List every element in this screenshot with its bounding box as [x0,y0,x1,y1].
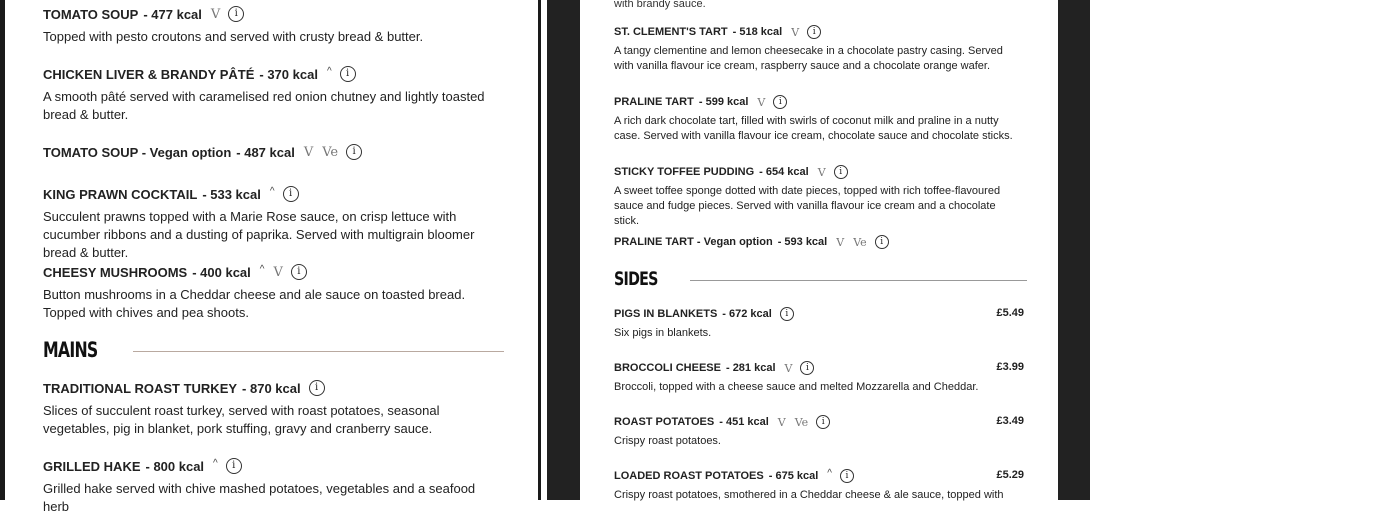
vegetarian-icon: V [791,25,800,39]
allergen-caret-icon: ^ [269,185,275,197]
item-title [43,264,538,280]
item-kcal: - 370 kcal [259,66,318,82]
info-icon[interactable]: i [346,144,362,160]
item-name: TRADITIONAL ROAST TURKEY [43,380,238,396]
menu-item [614,469,1058,503]
menu-item [43,144,538,160]
vegetarian-icon: V [303,144,314,160]
item-description: Button mushrooms in a Cheddar cheese and ale sauce on toasted bread. Topped with chives and pea shoots. [43,287,466,320]
section-heading-sides: SIDES [614,268,658,290]
info-icon[interactable]: i [228,6,244,22]
item-title [614,307,1058,321]
vegetarian-icon: V [273,264,283,280]
menu-item [614,307,1058,341]
item-description: Grilled hake served with chive mashed potatoes, vegetables and a seafood herb [43,481,476,514]
item-name: KING PRAWN COCKTAIL [43,186,198,202]
item-name: PRALINE TART [614,96,694,108]
item-name: CHEESY MUSHROOMS [43,264,188,280]
item-kcal: - 593 kcal [777,236,828,248]
menu-page-left [5,0,538,514]
item-kcal: - 675 kcal [768,470,819,482]
info-icon[interactable]: i [875,235,889,249]
divider [538,0,541,500]
item-name: PRALINE TART - Vegan option [614,236,773,248]
item-name: GRILLED HAKE [43,458,141,474]
item-title [614,95,1058,109]
item-name: LOADED ROAST POTATOES [614,470,764,482]
item-description: Slices of succulent roast turkey, served with roast potatoes, seasonal vegetables, pig in blanket, pork stuffing, gravy and cranberry sauce. [43,403,440,436]
menu-item [614,95,1058,144]
item-description: Broccoli, topped with a cheese sauce and melted Mozzarella and Cheddar. [614,381,979,393]
vegetarian-icon: V [777,415,786,429]
item-kcal: - 654 kcal [759,166,809,178]
item-title [614,415,1058,429]
item-name: TOMATO SOUP - Vegan option [43,144,232,160]
item-description: A tangy clementine and lemon cheesecake in a chocolate pastry casing. Served with vanilla flavour ice cream, raspberry sauce and a chocolate orange wafer. [614,45,1003,72]
info-icon[interactable]: i [800,361,814,375]
vegetarian-icon: V [817,165,826,179]
item-name: ROAST POTATOES [614,416,715,428]
right-border-left [547,0,580,500]
item-kcal: - 672 kcal [722,308,772,320]
item-kcal: - 800 kcal [145,458,205,474]
info-icon[interactable]: i [807,25,821,39]
item-title [43,66,538,82]
menu-item [614,361,1058,395]
section-rule [690,280,1027,281]
item-description: Crispy roast potatoes. [614,435,721,447]
partial-description: with brandy sauce. [614,0,706,10]
info-icon[interactable]: i [291,264,307,280]
item-name: PIGS IN BLANKETS [614,308,718,320]
item-price: £5.49 [996,307,1024,319]
section-heading-mains: MAINS [43,338,98,362]
item-title [614,25,1058,39]
info-icon[interactable]: i [773,95,787,109]
item-name: ST. CLEMENT'S TART [614,26,728,38]
item-description: A sweet toffee sponge dotted with date pieces, topped with rich toffee-flavoured sauce and fudge pieces. Served with vanilla flavour ice cream and a chocolate stick. [614,185,1001,227]
vegetarian-icon: V [210,6,221,22]
info-icon[interactable]: i [834,165,848,179]
item-title [614,235,1058,249]
item-kcal: - 518 kcal [732,26,783,38]
allergen-caret-icon: ^ [213,457,218,469]
vegan-icon: Ve [322,144,339,160]
item-title [614,165,1058,179]
item-kcal: - 533 kcal [202,186,261,202]
vegetarian-icon: V [757,95,766,109]
info-icon[interactable]: i [840,469,854,483]
vegan-icon: Ve [853,235,867,249]
item-name: CHICKEN LIVER & BRANDY PÂTÉ [43,66,255,82]
item-description: A rich dark chocolate tart, filled with swirls of coconut milk and praline in a nutty case. Served with vanilla flavour ice cream, chocolate sauce and chocolate sticks. [614,115,1013,142]
item-description: Topped with pesto croutons and served with crusty bread & butter. [43,29,424,44]
item-title [43,380,538,396]
item-name: BROCCOLI CHEESE [614,362,721,374]
item-title [43,458,538,474]
allergen-caret-icon: ^ [827,467,832,479]
item-description: Six pigs in blankets. [614,327,712,339]
section-rule [133,351,504,352]
menu-item [43,458,538,516]
info-icon[interactable]: i [226,458,242,474]
menu-item [43,66,538,124]
menu-item [43,6,538,46]
vegan-icon: Ve [794,415,809,429]
item-kcal: - 487 kcal [236,144,295,160]
menu-item [43,186,538,262]
vegetarian-icon: V [784,361,793,375]
item-title [43,6,538,22]
menu-page-right [580,0,1058,500]
item-description: A smooth pâté served with caramelised red onion chutney and lightly toasted bread & butter. [43,89,485,122]
menu-item [614,415,1058,449]
item-price: £3.49 [996,415,1024,427]
item-name: STICKY TOFFEE PUDDING [614,166,755,178]
right-border-right [1058,0,1090,500]
item-description: Crispy roast potatoes, smothered in a Cheddar cheese & ale sauce, topped with [614,489,1004,501]
info-icon[interactable]: i [340,66,356,82]
item-name: TOMATO SOUP [43,6,139,22]
allergen-caret-icon: ^ [259,263,265,275]
item-title [43,186,538,202]
menu-item [614,235,1058,249]
item-price: £5.29 [996,469,1024,481]
info-icon[interactable]: i [309,380,325,396]
item-kcal: - 599 kcal [698,96,749,108]
allergen-caret-icon: ^ [326,65,332,77]
menu-item [614,165,1058,229]
menu-item [43,380,538,438]
item-title [43,144,538,160]
item-title [614,469,1058,483]
item-kcal: - 400 kcal [192,264,251,280]
info-icon[interactable]: i [283,186,299,202]
vegetarian-icon: V [836,235,845,249]
item-description: Succulent prawns topped with a Marie Rose sauce, on crisp lettuce with cucumber ribbons and a dusting of paprika. Served with multigrain bloomer bread & butter. [43,209,475,260]
menu-item [43,264,538,322]
item-kcal: - 451 kcal [719,416,769,428]
item-kcal: - 870 kcal [242,380,301,396]
item-kcal: - 281 kcal [725,362,776,374]
item-kcal: - 477 kcal [143,6,202,22]
item-title [614,361,1058,375]
info-icon[interactable]: i [780,307,794,321]
menu-item [614,25,1058,74]
info-icon[interactable]: i [816,415,830,429]
item-price: £3.99 [996,361,1024,373]
